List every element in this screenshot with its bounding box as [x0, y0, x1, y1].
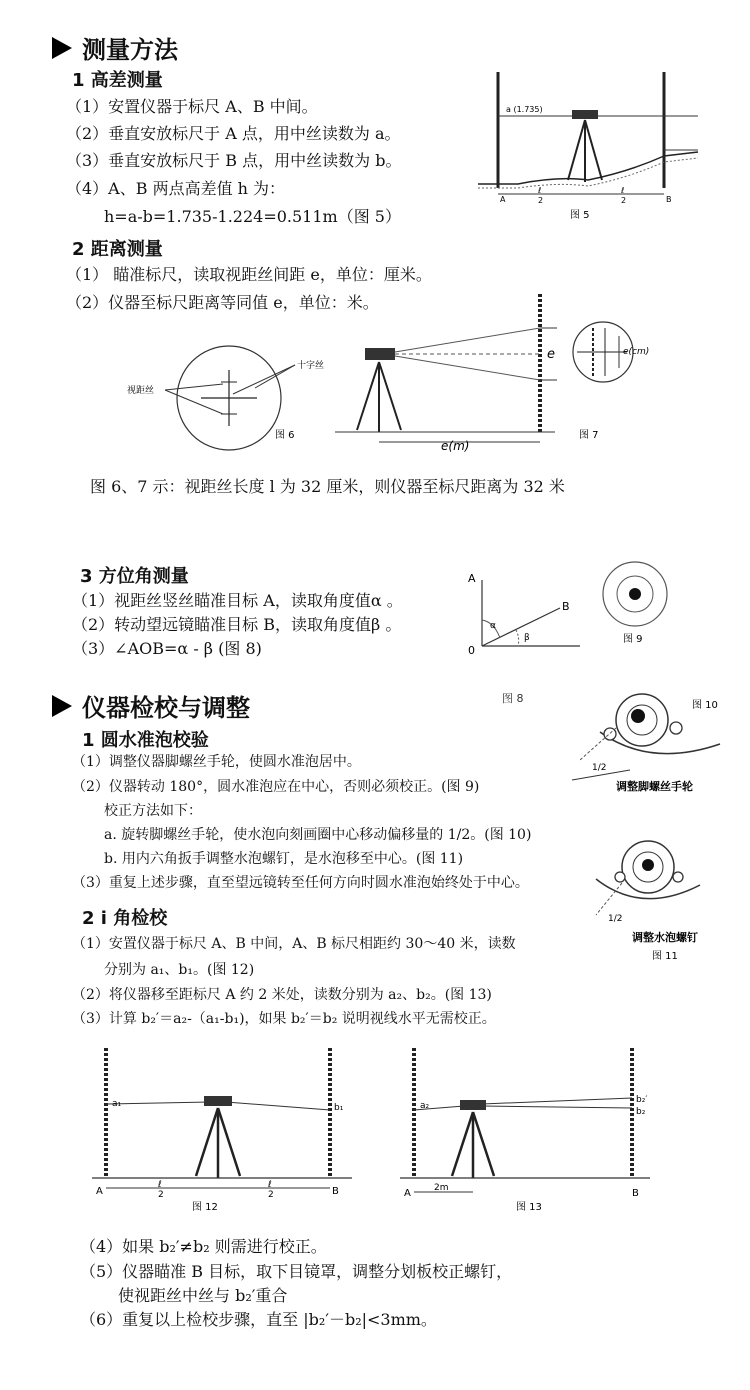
text-line: （3）∠AOB=α - β (图 8)	[72, 639, 262, 658]
crosshair-label: 十字丝	[297, 361, 325, 371]
bubble-screw-label: 调整水泡螺钉	[632, 931, 698, 944]
text-line: b. 用内六角扳手调整水泡螺钉，是水泡移至中心。(图 11)	[104, 851, 464, 867]
tripod-leg	[218, 1108, 240, 1176]
section-title-text: 测量方法	[82, 36, 178, 64]
half-label: 1/2	[592, 763, 607, 773]
triangle-bullet-icon	[52, 695, 72, 717]
heading-height-diff: 1 高差测量	[72, 70, 163, 91]
section-title-calibration	[52, 688, 250, 723]
text-line: 校正方法如下：	[104, 803, 202, 819]
section-title-measurement	[52, 30, 178, 65]
text-line: （3）计算 b₂′＝a₂-（a₁-b₁)，如果 b₂′＝b₂ 说明视线水平无需校正。	[72, 1011, 496, 1027]
stadia-label: 视距丝	[127, 386, 155, 396]
bubble-dot-icon	[631, 709, 645, 723]
sight-line-b2p	[482, 1098, 632, 1104]
footscrew-icon	[670, 722, 682, 734]
tripod-leg	[473, 1112, 494, 1176]
heading-i-angle: 2 i 角检校	[82, 908, 168, 929]
e-label: e	[547, 347, 555, 362]
tripod-leg	[452, 1112, 473, 1176]
text-line: （2）垂直安放标尺于 A 点，用中丝读数为 a。	[66, 124, 401, 143]
tripod-leg	[196, 1108, 218, 1176]
half-distance-denominator: 2	[158, 1190, 164, 1200]
level-instrument-icon	[572, 110, 598, 119]
point-b-label: B	[332, 1186, 339, 1197]
text-line: （2）将仪器移至距标尺 A 约 2 米处，读数分别为 a₂、b₂。(图 13)	[72, 987, 492, 1003]
a1-label: a₁	[112, 1099, 122, 1109]
figure-12-caption: 图 12	[192, 1202, 218, 1213]
point-b-label: B	[562, 600, 570, 613]
tripod-leg	[357, 362, 379, 430]
text-line: （3）垂直安放标尺于 B 点，用中丝读数为 b。	[66, 151, 402, 170]
text-line: （1）视距丝竖丝瞄准目标 A，读取角度值α 。	[72, 591, 403, 610]
pointer-line	[165, 390, 223, 414]
point-a-label: A	[96, 1186, 103, 1197]
sight-line-b1	[226, 1102, 330, 1110]
figure-6-reticle-diagram	[125, 340, 335, 460]
figure-note: 图 6、7 示：视距丝长度 l 为 32 厘米，则仪器至标尺距离为 32 米	[90, 477, 565, 496]
half-distance-denominator: 2	[621, 196, 627, 205]
text-line: （6）重复以上检校步骤，直至 |b₂′－b₂|<3mm。	[80, 1310, 437, 1329]
beta-label: β	[524, 633, 530, 643]
level-instrument-icon	[460, 1100, 486, 1110]
em-label: e(m)	[441, 439, 470, 452]
figure-9-bubble-diagram	[595, 560, 675, 652]
text-line: （5）仪器瞄准 B 目标，取下目镜罩，调整分划板校正螺钉，	[80, 1262, 513, 1281]
figure-9-caption: 图 9	[623, 634, 643, 645]
figure-7-stadia-diagram	[335, 292, 665, 452]
half-distance-label: ℓ	[621, 186, 625, 195]
triangle-bullet-icon	[52, 37, 72, 59]
half-distance-label: ℓ	[158, 1180, 162, 1190]
text-line: （4）如果 b₂′≠b₂ 则需进行校正。	[80, 1237, 327, 1256]
figure-10-footscrew-diagram	[560, 688, 740, 800]
sight-ray-bottom	[395, 356, 540, 380]
sight-ray-top	[395, 328, 540, 352]
figure-7-caption: 图 7	[579, 430, 599, 441]
bubble-dot-icon	[629, 588, 641, 600]
text-line: （1） 瞄准标尺，读取视距丝间距 e，单位：厘米。	[66, 265, 432, 284]
figure-10-caption: 图 10	[692, 700, 718, 711]
bubble-dot-icon	[642, 859, 654, 871]
heading-azimuth: 3 方位角测量	[80, 566, 189, 587]
text-line: （2）转动望远镜瞄准目标 B，读取角度值β 。	[72, 615, 402, 634]
pointer-line	[165, 384, 223, 390]
adjusting-screw-icon	[673, 872, 683, 882]
sight-line-a1	[106, 1102, 210, 1104]
b2-prime-label: b₂′	[636, 1095, 648, 1105]
figure-5-caption: 图 5	[570, 210, 590, 221]
half-label: 1/2	[608, 914, 623, 924]
level-instrument-icon	[365, 348, 395, 360]
b1-label: b₁	[334, 1103, 344, 1113]
point-b-label: B	[632, 1188, 639, 1199]
half-distance-denominator: 2	[268, 1190, 274, 1200]
text-line: a. 旋转脚螺丝手轮，使水泡向刻画圈中心移动偏移量的 1/2。(图 10)	[104, 827, 532, 843]
base-arc	[600, 732, 720, 754]
level-instrument-icon	[204, 1096, 232, 1106]
text-line: 使视距丝中丝与 b₂′重合	[118, 1286, 288, 1305]
heading-distance: 2 距离测量	[72, 239, 163, 260]
two-meter-label: 2m	[434, 1183, 449, 1193]
figure-6-caption: 图 6	[275, 430, 295, 441]
pointer-line	[255, 365, 295, 388]
text-line: （2）仪器转动 180°，圆水准泡应在中心，否则必须校正。(图 9)	[72, 779, 480, 795]
beta-arc	[516, 630, 519, 646]
text-line: （1）安置仪器于标尺 A、B 中间，A、B 标尺相距约 30～40 米，读数	[72, 936, 516, 952]
half-distance-label: ℓ	[268, 1180, 272, 1190]
alpha-label: α	[490, 621, 496, 631]
text-line: （2）仪器至标尺距离等同值 e，单位：米。	[66, 293, 379, 312]
figure-12-i-angle-diagram	[92, 1044, 362, 1224]
figure-8-angle-diagram	[460, 568, 590, 660]
point-a-label: A	[404, 1188, 411, 1199]
a2-label: a₂	[420, 1101, 430, 1111]
figure-13-i-angle-diagram	[400, 1044, 660, 1224]
half-distance-denominator: 2	[538, 196, 544, 205]
adjusting-screw-icon	[615, 872, 625, 882]
half-distance-label: ℓ	[538, 186, 542, 195]
tripod-leg	[379, 362, 401, 430]
b2-label: b₂	[636, 1107, 646, 1117]
text-line: （4）A、B 两点高差值 h 为：	[66, 179, 286, 198]
text-line: （3）重复上述步骤，直至望远镜转至任何方向时圆水准泡始终处于中心。	[72, 875, 529, 891]
origin-label: 0	[468, 644, 475, 657]
figure-11-bubble-screw-diagram	[582, 835, 732, 965]
reading-a-label: a (1.735)	[506, 105, 543, 114]
text-line: （1）调整仪器脚螺丝手轮，使圆水准泡居中。	[72, 754, 361, 770]
text-line: 分别为 a₁、b₁。(图 12)	[104, 962, 255, 978]
figure-8-caption: 图 8	[502, 692, 524, 705]
figure-11-caption: 图 11	[652, 951, 678, 962]
tripod-leg	[568, 120, 585, 180]
figure-13-caption: 图 13	[516, 1202, 542, 1213]
figure-5-level-diagram	[478, 72, 724, 222]
adjust-direction	[580, 728, 616, 760]
ecm-label: e(cm)	[623, 347, 650, 357]
point-a-label: A	[468, 572, 476, 585]
heading-bubble-check: 1 圆水准泡校验	[82, 730, 209, 751]
footscrew-label: 调整脚螺丝手轮	[616, 780, 693, 793]
point-a-label: A	[500, 195, 506, 204]
section-title-text: 仪器检校与调整	[82, 694, 250, 722]
sight-line-b2	[482, 1106, 632, 1108]
tripod-leg	[585, 120, 602, 180]
text-line: （1）安置仪器于标尺 A、B 中间。	[66, 97, 318, 116]
point-b-label: B	[666, 195, 672, 204]
formula-line: h=a-b=1.735-1.224=0.511m（图 5）	[104, 207, 401, 226]
pointer-line	[233, 365, 295, 394]
